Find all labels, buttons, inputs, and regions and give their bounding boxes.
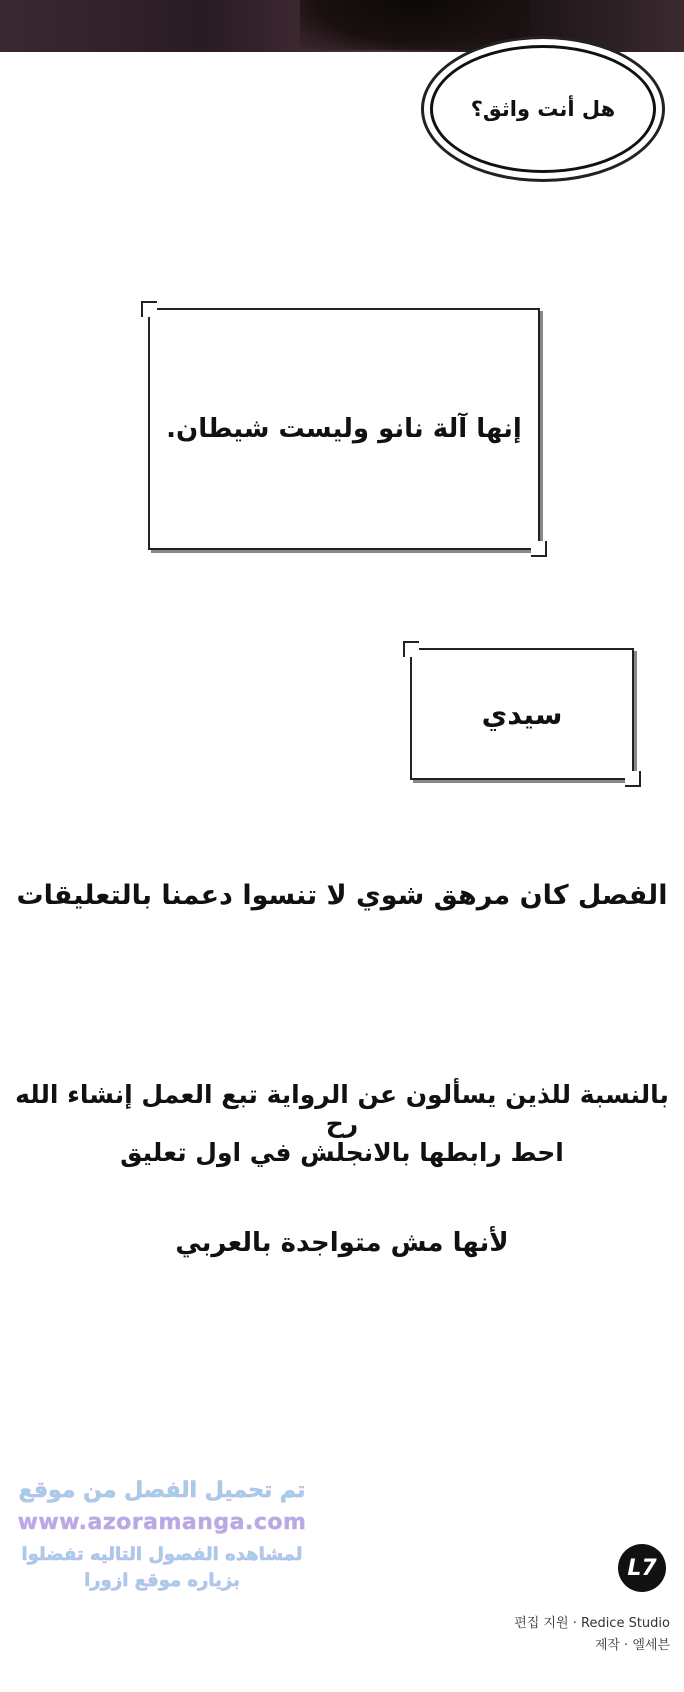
studio-logo-icon [618, 1544, 666, 1592]
watermark-line4: بزياره موقع ازورا [84, 1570, 240, 1591]
character-shadow [300, 0, 530, 50]
caption-box-nano [148, 308, 540, 550]
translator-note-novel-line3: لأنها مش متواجدة بالعربي [175, 1228, 509, 1258]
watermark-line1: تم تحميل الفصل من موقع [18, 1478, 306, 1503]
caption-box-sir [410, 648, 634, 780]
watermark-url: www.azoramanga.com [17, 1510, 307, 1535]
studio-logo-text: L7 [627, 1555, 657, 1581]
caption-text-nano: إنها آلة نانو وليست شيطان. [166, 414, 522, 444]
translator-note-comments: الفصل كان مرهق شوي لا تنسوا دعمنا بالتعليقات [16, 880, 668, 911]
caption-text-sir: سيدي [481, 697, 563, 731]
credit-editing: 편집 지원 · Redice Studio [514, 1616, 670, 1631]
translator-note-novel-line1: بالنسبة للذين يسألون عن الرواية تبع العمل إنشاء الله رح [15, 1080, 669, 1138]
translator-note-novel-line2: احط رابطها بالانجلش في اول تعليق [120, 1138, 564, 1167]
speech-bubble [430, 45, 656, 173]
credit-production: 제작 · 엘세븐 [594, 1638, 670, 1653]
watermark-line3: لمشاهده الفصول التاليه تفضلوا [21, 1544, 303, 1565]
speech-bubble-text: هل أنت واثق؟ [470, 97, 616, 121]
